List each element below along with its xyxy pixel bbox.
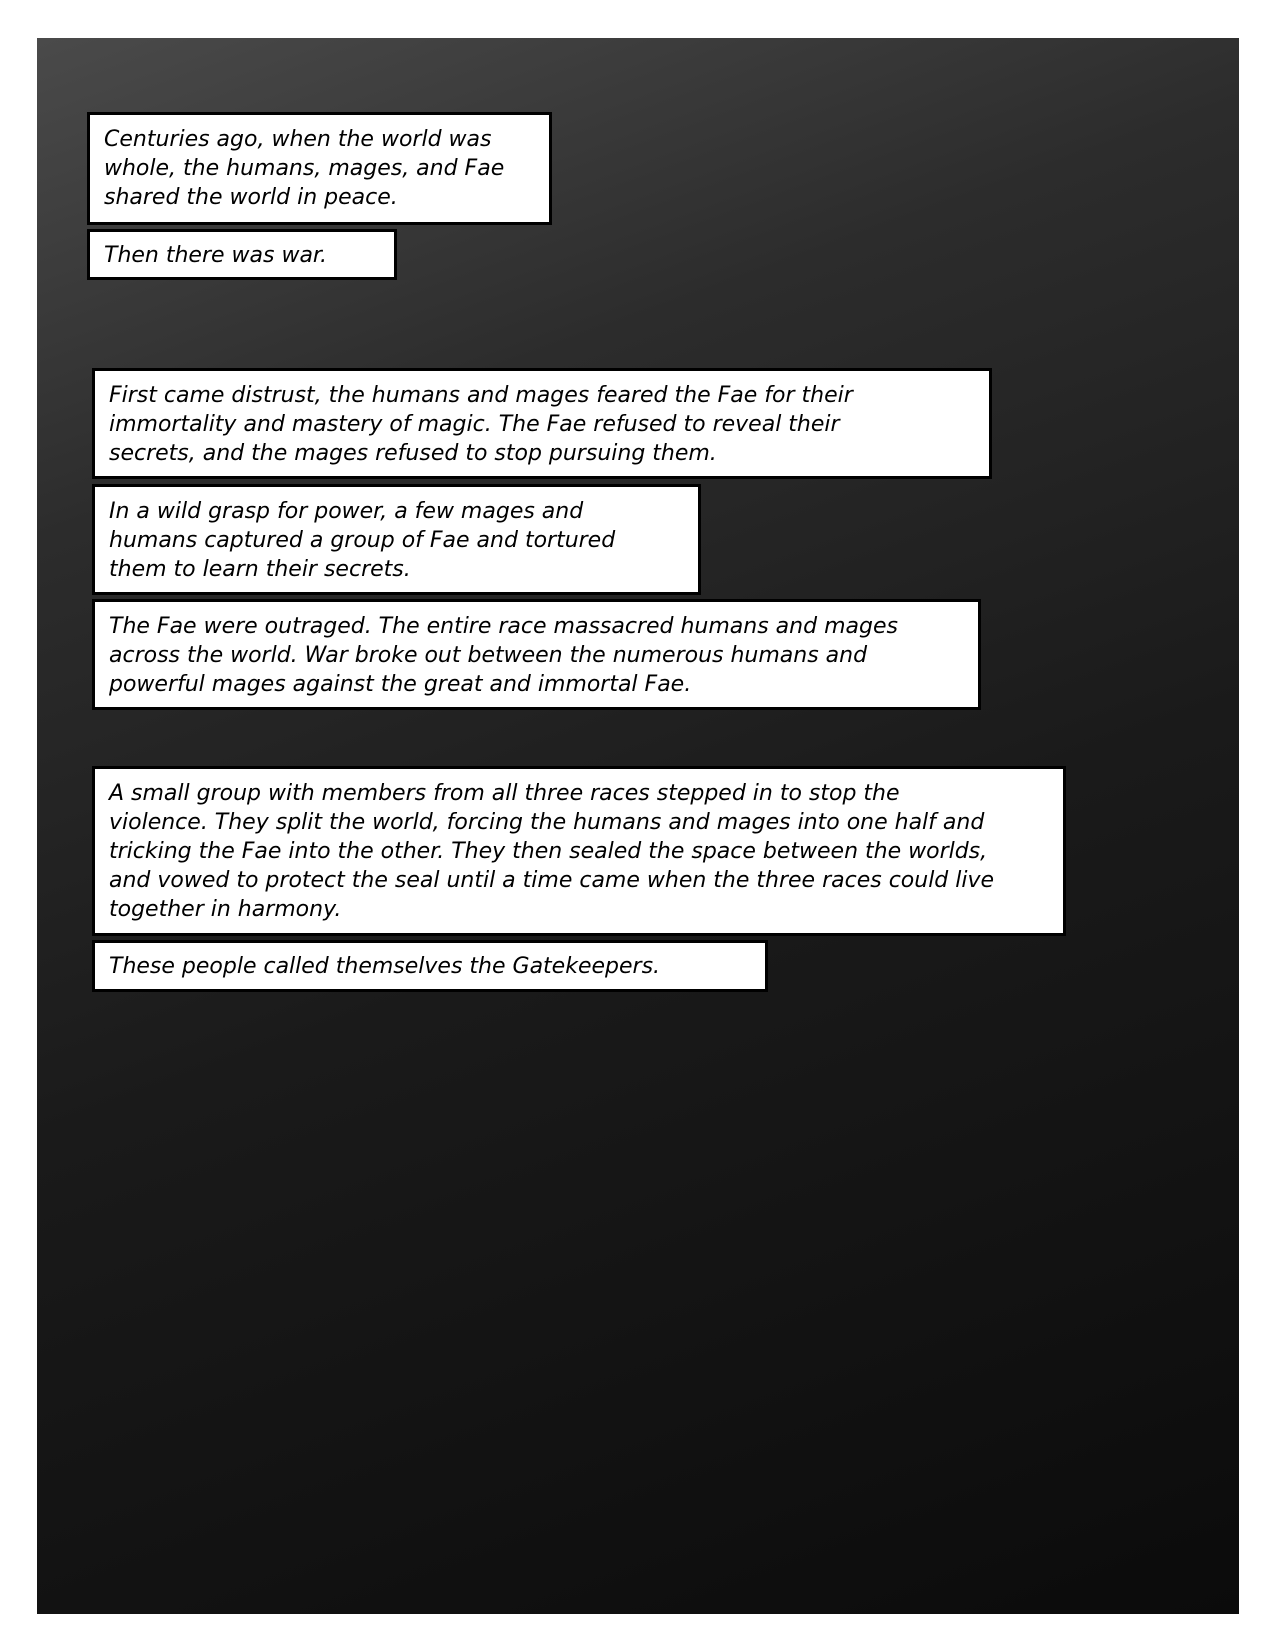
caption-box-gatekeepers: These people called themselves the Gatekeepers. bbox=[92, 940, 768, 992]
caption-box-massacre: The Fae were outraged. The entire race massacred humans and mages across the world. War broke out between the numerous humans and powerful mages against the great and immortal Fae. bbox=[92, 599, 981, 710]
caption-box-war: Then there was war. bbox=[87, 229, 397, 280]
caption-box-capture: In a wild grasp for power, a few mages and humans captured a group of Fae and tortured them to learn their secrets. bbox=[92, 484, 701, 595]
caption-box-split-world: A small group with members from all three races stepped in to stop the violence. They split the world, forcing the humans and mages into one half and tricking the Fae into the other. They then sealed the space between the worlds, and vowed to protect the seal until a time came when the three races could live together in harmony. bbox=[92, 766, 1066, 936]
caption-box-distrust: First came distrust, the humans and mages feared the Fae for their immortality and mastery of magic. The Fae refused to reveal their secrets, and the mages refused to stop pursuing them. bbox=[92, 368, 992, 479]
caption-box-peace: Centuries ago, when the world was whole, the humans, mages, and Fae shared the world in peace. bbox=[87, 112, 552, 225]
